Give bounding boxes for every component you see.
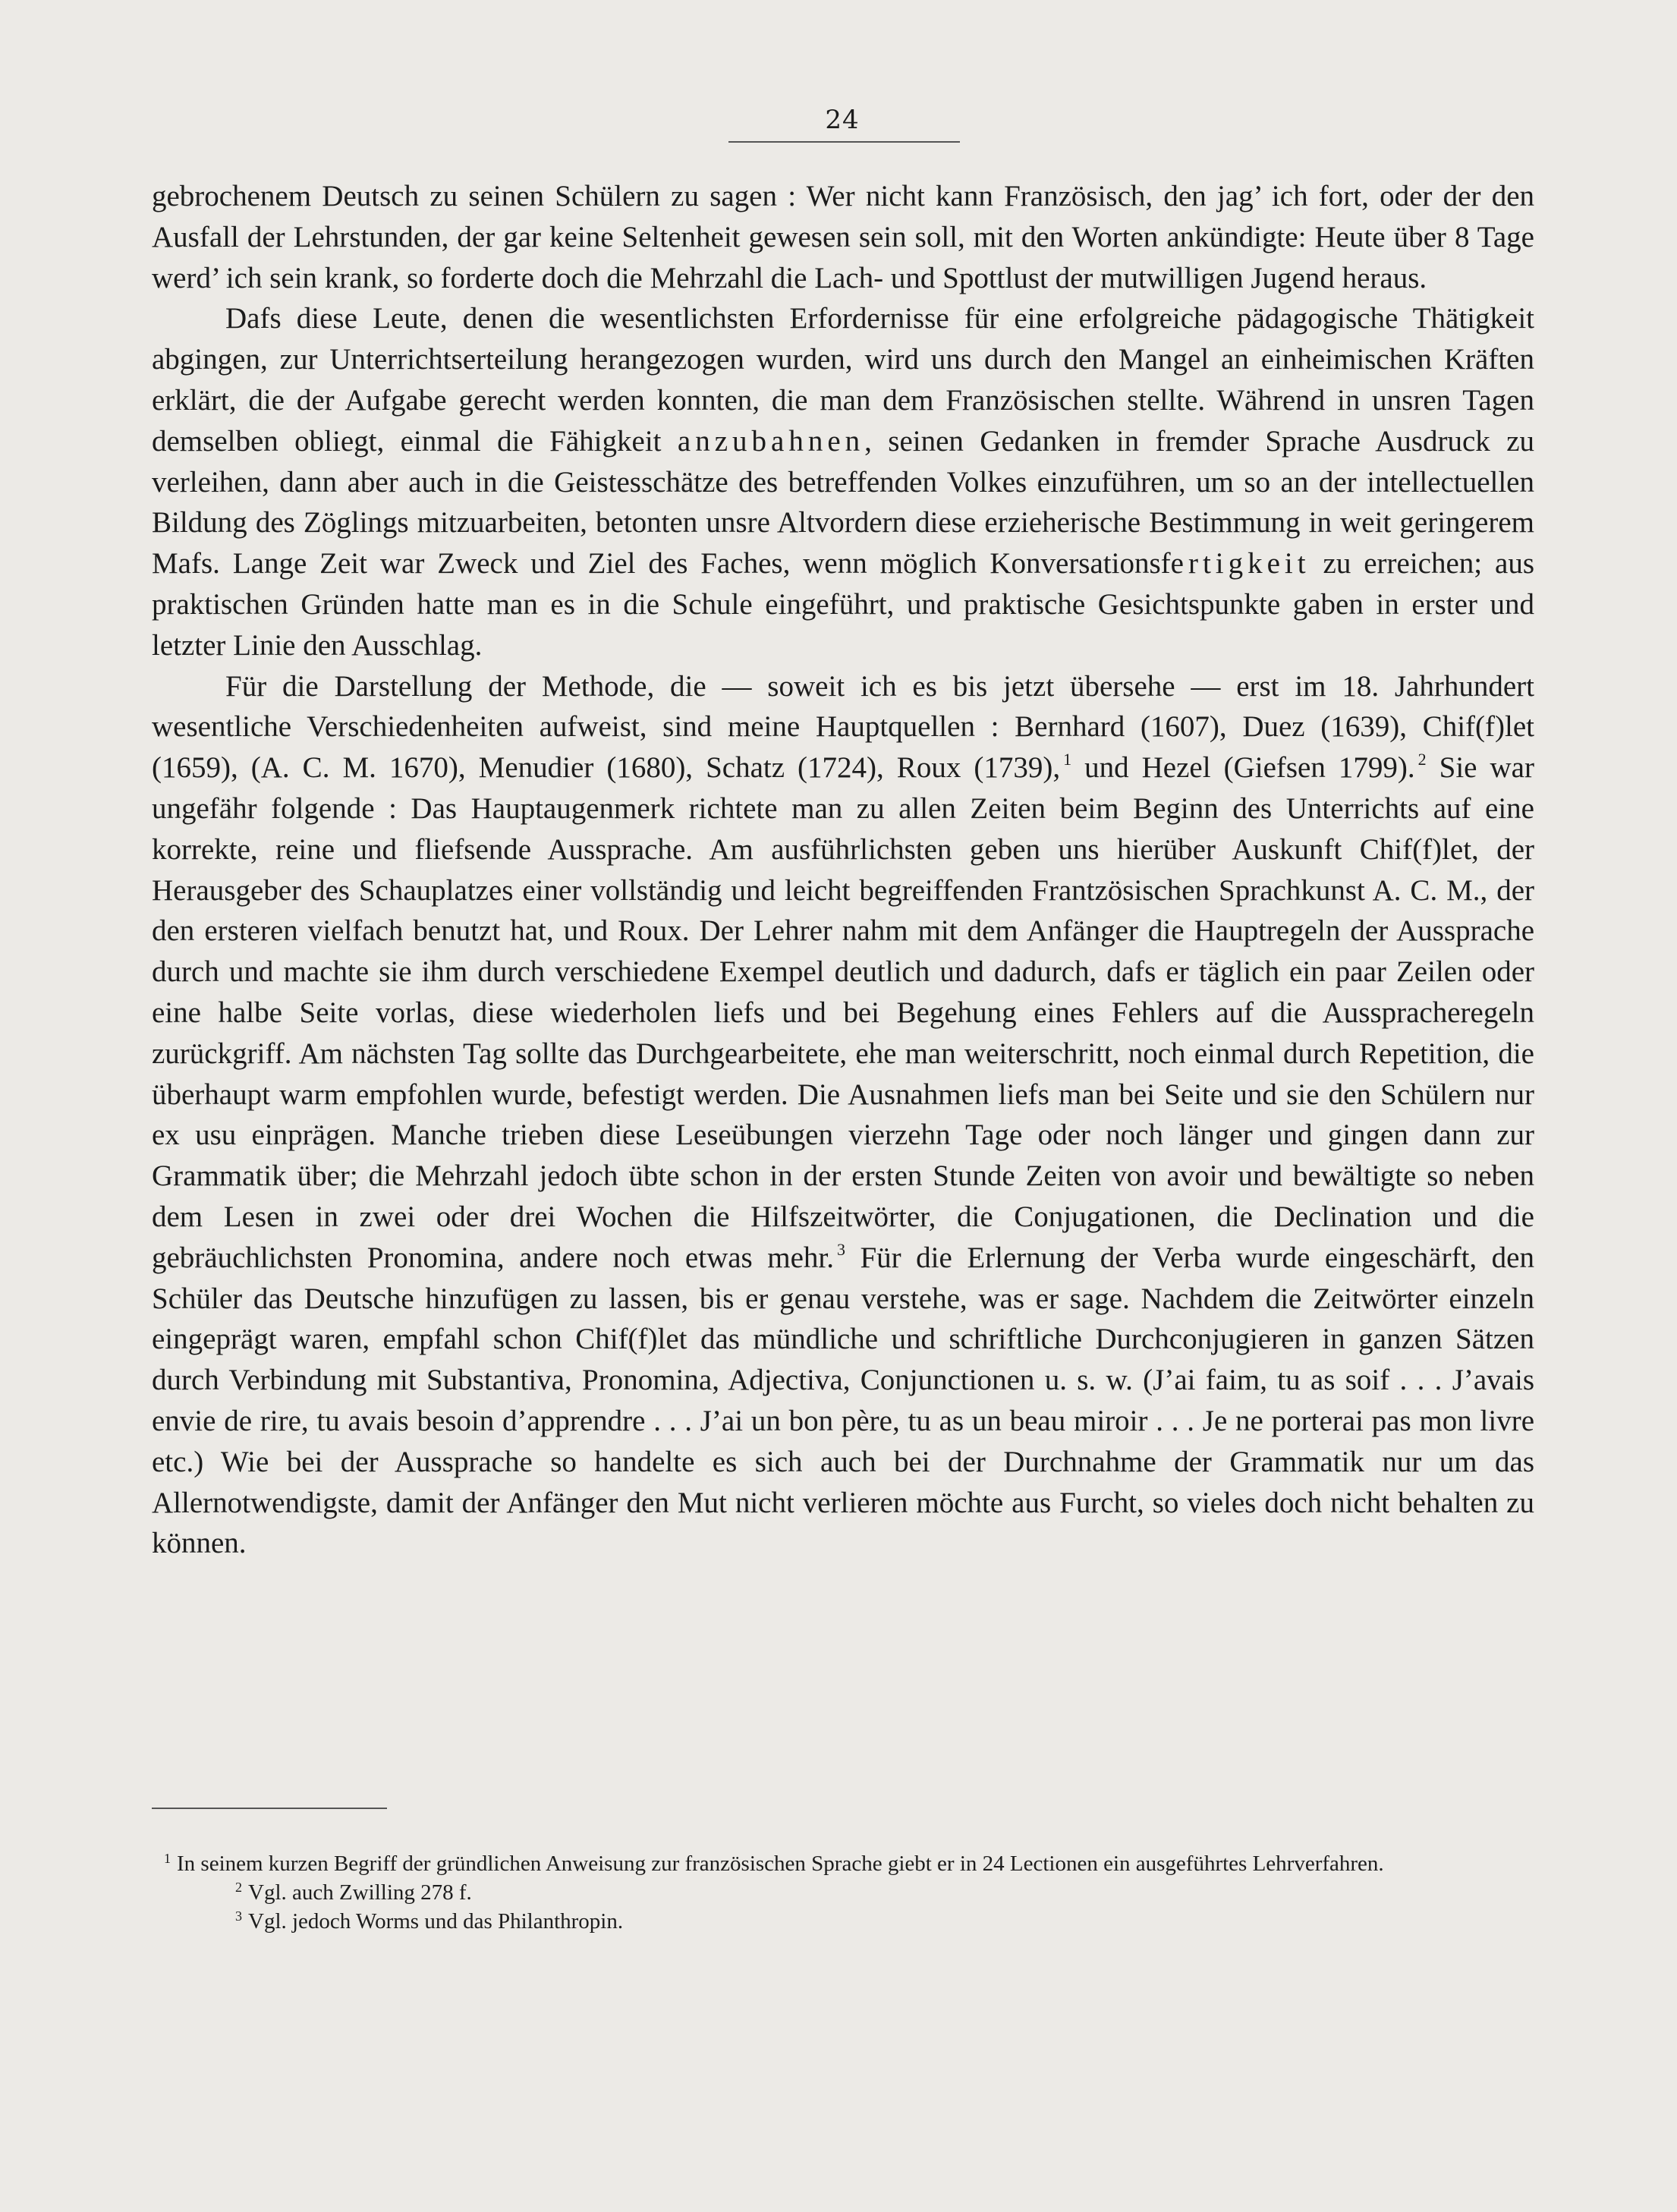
paragraph-3-part-4: Für die Erlernung der Verba wurde eingeschärft, den Schüler das Deutsche hinzufügen zu lassen, bis er genau verstehe, was er sage. Nachdem die Zeitwörter einzeln eingeprägt waren, empfahl schon Chif(f)let das mündliche und schriftliche Durchconjugieren in ganzen Sätzen durch Verbindung mit Substantiva, Pronomina, Adjectiva, Conjunctionen u. s. w. (J’ai faim, tu as soif . . . J’avais envie de rire, tu avais besoin d’apprendre . . . J’ai un bon père, tu as un beau miroir . . . Je ne porterai pas mon livre etc.) Wie bei der Aussprache so handelte es sich auch bei der Durchnahme der Grammatik nur um das Allernotwendigste, damit der Anfänger den Mut nicht verlieren möchte aus Furcht, so vieles doch nicht behalten zu können. — [152, 1241, 1534, 1560]
footnote-ref-1[interactable]: 1 — [1063, 750, 1072, 769]
footnote-3 — [152, 1907, 1534, 1936]
body-text — [152, 176, 1534, 1564]
footnote-3-marker: 3 — [235, 1908, 242, 1924]
page-number: 24 — [825, 105, 860, 135]
footnote-1-marker: 1 — [164, 1851, 171, 1866]
paragraph-1 — [152, 176, 1534, 298]
paragraph-3-part-2: und Hezel (Giefsen 1799). — [1084, 751, 1415, 785]
paragraph-2 — [152, 298, 1534, 665]
footnote-1 — [152, 1849, 1534, 1878]
footnote-3-text: Vgl. jedoch Worms und das Philanthropin. — [248, 1909, 624, 1934]
footnote-ref-3[interactable]: 3 — [836, 1239, 845, 1259]
paragraph-2-part-2: , seinen Gedanken in fremder Sprache Ausdruck zu verleihen, dann aber auch in die Geistesschätze des betreffenden Volkes einzuführen, um so an der intellectuellen Bildung des Zöglings mitzuarbeiten, betonten unsre Altvordern diese erzieherische Bestimmung in weit geringerem Mafs. Lange Zeit war Zweck und Ziel des Faches, wenn möglich Konversationsf — [152, 424, 1535, 581]
header-rule — [728, 141, 960, 143]
paragraph-2-part-3: zu erreichen; aus praktischen Gründen hatte man es in die Schule eingeführt, und praktische Gesichtspunkte gaben in erster und letzter Linie den Ausschlag. — [152, 547, 1535, 662]
paragraph-3-part-1: Für die Darstellung der Methode, die — soweit ich es bis jetzt übersehe — erst im 18. Jahrhundert wesentliche Verschiedenheiten aufweist, sind meine Hauptquellen : Bernhard (1607), Duez (1639), Chif(f)let (1659), (A. C. M. 1670), Menudier (1680), Schatz (1724), Roux (1739), — [152, 669, 1534, 785]
footnote-1-text: In seinem kurzen Begriff der gründlichen Anweisung zur französischen Sprache giebt er in 24 Lectionen ein ausgeführtes Lehrverfahren. — [177, 1852, 1384, 1876]
footnotes — [152, 1849, 1534, 1936]
footnote-separator — [152, 1808, 387, 1809]
paragraph-3 — [152, 666, 1534, 1565]
paragraph-3-part-3: Sie war ungefähr folgende : Das Hauptaugenmerk richtete man zu allen Zeiten beim Beginn des Unterrichts auf eine korrekte, reine und fliefsende Aussprache. Am ausführlichsten geben uns hierüber Auskunft Chif(f)let, der Herausgeber des Schauplatzes einer vollständig und leicht begreiffenden Frantzösischen Sprachkunst A. C. M., der den ersteren vielfach benutzt hat, und Roux. Der Lehrer nahm mit dem Anfänger die Hauptregeln der Aussprache durch und machte sie ihm durch verschiedene Exempel deutlich und dadurch, dafs er täglich ein paar Zeilen oder eine halbe Seite vorlas, diese wiederholen liefs und bei Begehung eines Fehlers auf die Ausspracheregeln zurückgriff. Am nächsten Tag sollte das Durchgearbeitete, ehe man weiterschritt, noch einmal durch Repetition, die überhaupt warm empfohlen wurde, befestigt werden. Die Ausnahmen liefs man bei Seite und sie den Schülern nur ex usu einprägen. Manche trieben diese Leseübungen vierzehn Tage oder noch länger und gingen dann zur Grammatik über; die Mehrzahl jedoch übte schon in der ersten Stunde Zeiten von avoir und bewältigte so neben dem Lesen in zwei oder drei Wochen die Hilfszeitwörter, die Conjugationen, die Declination und die gebräuchlichsten Pronomina, andere noch etwas mehr. — [152, 751, 1534, 1274]
footnote-2 — [152, 1878, 1534, 1907]
paragraph-2-spaced-word-2: ertigkeit — [1170, 547, 1310, 581]
footnote-2-text: Vgl. auch Zwilling 278 f. — [248, 1880, 472, 1905]
footnote-ref-2[interactable]: 2 — [1417, 750, 1427, 769]
paragraph-2-spaced-word-1: anzubahnen — [677, 424, 865, 458]
paragraph-2-part-1: Dafs diese Leute, denen die wesentlichsten Erfordernisse für eine erfolgreiche pädagogische Thätigkeit abgingen, zur Unterrichtserteilung herangezogen wurden, wird uns durch den Mangel an einheimischen Kräften erklärt, die der Aufgabe gerecht werden konnten, die man dem Französischen stellte. Während in unsren Tagen demselben obliegt, einmal die Fähigkeit — [152, 302, 1534, 458]
paragraph-1-text: gebrochenem Deutsch zu seinen Schülern zu sagen : Wer nicht kann Französisch, den jag’ ich fort, oder der den Ausfall der Lehrstunden, der gar keine Seltenheit gewesen sein soll, mit den Worten ankündigte: Heute über 8 Tage werd’ ich sein krank, so forderte doch die Mehrzahl die Lach- und Spottlust der mutwilligen Jugend heraus. — [152, 180, 1534, 294]
footnote-2-marker: 2 — [235, 1880, 242, 1895]
